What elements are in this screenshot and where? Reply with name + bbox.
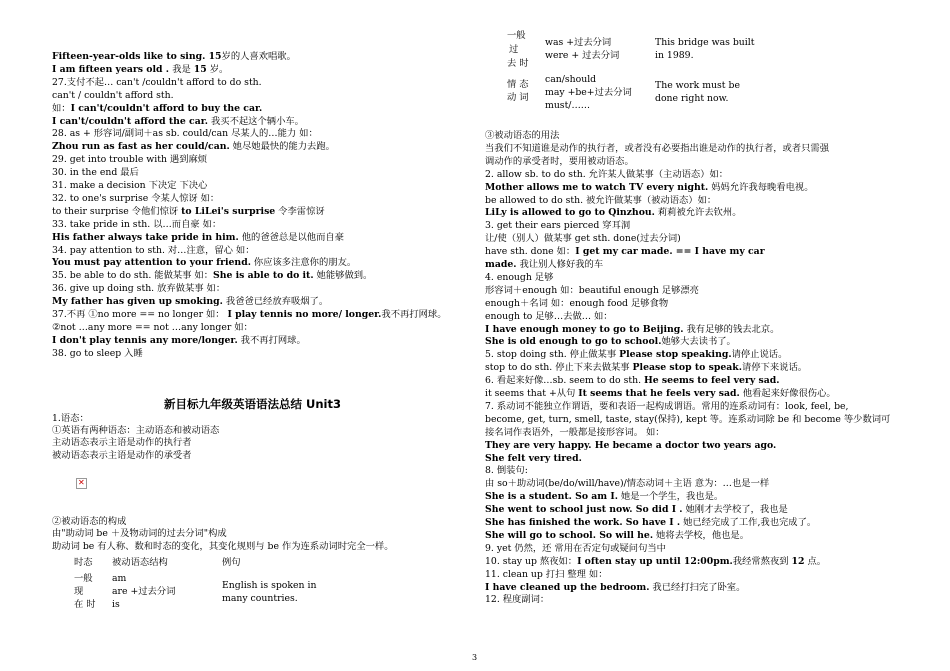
text-segment: be allowed to do sth. 被允许做某事（被动语态）如： bbox=[485, 194, 717, 206]
text-line bbox=[485, 207, 742, 219]
text-segment: 27.支付不起… can't /couldn't afford to do sth. bbox=[52, 76, 262, 88]
text-segment: My father has given up smoking. bbox=[52, 296, 223, 308]
text-segment: to LiLei's surprise bbox=[181, 205, 276, 217]
text-line bbox=[485, 517, 816, 529]
text-segment: 29. get into trouble with 遇到麻烦 bbox=[52, 154, 208, 166]
text-segment: stop to do sth. 停止下来去做某事 bbox=[485, 362, 633, 374]
voice-line: ①英语有两种语态：主动语态和被动语态 bbox=[52, 425, 220, 436]
text-line bbox=[52, 103, 262, 115]
text-segment: They are very happy. He became a doctor two years ago. bbox=[485, 439, 777, 451]
text-segment: 她能够做到。 bbox=[313, 270, 373, 282]
text-segment: 32. to one's surprise 令某人惊讶 如： bbox=[52, 192, 220, 204]
text-line bbox=[52, 283, 225, 295]
text-line bbox=[52, 206, 325, 218]
text-segment: She has finished the work. So have I . bbox=[485, 517, 681, 528]
table-cell: 情 态 bbox=[507, 79, 529, 90]
text-segment: I often stay up until 12:00pm. bbox=[577, 555, 733, 567]
text-segment: 调动作的承受者时，要用被动语态。 bbox=[485, 155, 634, 167]
text-line bbox=[52, 77, 262, 89]
text-segment: You must pay attention to your friend. bbox=[52, 257, 251, 269]
text-line bbox=[485, 543, 666, 555]
text-segment: I can't/couldn't afford to buy the car. bbox=[70, 102, 263, 114]
text-segment: 15 bbox=[193, 63, 207, 75]
text-segment: I have cleaned up the bedroom. bbox=[485, 581, 650, 593]
text-line bbox=[485, 336, 736, 348]
text-segment: She went to school just now. So did I . bbox=[485, 504, 683, 516]
text-segment: 3. get their ears pierced 穿耳洞 bbox=[485, 220, 631, 232]
text-line bbox=[485, 298, 668, 310]
text-segment: 38. go to sleep 入睡 bbox=[52, 347, 143, 359]
table-cell: in 1989. bbox=[655, 50, 694, 61]
text-segment: His father always take pride in him. bbox=[52, 231, 239, 243]
page-number: 3 bbox=[472, 653, 478, 662]
text-line bbox=[485, 504, 788, 516]
text-segment: She is able to do it. bbox=[213, 270, 314, 282]
text-line bbox=[52, 322, 253, 334]
text-segment: 33. take pride in sth. 以…而自豪 如： bbox=[52, 218, 222, 230]
text-segment: 6. 看起来好像…sb. seem to do sth. bbox=[485, 375, 644, 387]
text-segment: 4. enough 足够 bbox=[485, 271, 554, 283]
text-line bbox=[485, 324, 779, 336]
table-cell: 去 时 bbox=[507, 58, 529, 69]
table-cell: English is spoken in bbox=[222, 580, 317, 591]
text-line bbox=[485, 259, 603, 271]
table-cell: done right now. bbox=[655, 93, 729, 104]
table-cell: many countries. bbox=[222, 593, 298, 604]
text-segment: I have enough money to go to Beijing. bbox=[485, 323, 684, 335]
unit-title: 新目标九年级英语语法总结 Unit3 bbox=[164, 397, 341, 411]
table-cell: can/should bbox=[545, 74, 597, 85]
table-cell: 过 bbox=[509, 44, 519, 55]
text-segment: 如： bbox=[52, 102, 71, 114]
text-line bbox=[485, 453, 582, 465]
text-segment: 你应该多注意你的朋友。 bbox=[250, 257, 357, 269]
text-line bbox=[52, 116, 304, 128]
table-cell: This bridge was built bbox=[655, 37, 755, 48]
text-line bbox=[485, 169, 728, 181]
text-segment: I get my car made. == I have my car bbox=[575, 246, 765, 258]
text-segment: enough＋名词 如：enough food 足够食物 bbox=[485, 297, 669, 309]
text-line bbox=[52, 154, 207, 166]
text-line bbox=[52, 180, 207, 192]
text-line bbox=[485, 362, 807, 374]
text-line bbox=[485, 130, 559, 142]
table-cell: The work must be bbox=[655, 80, 740, 91]
text-segment: 8. 倒装句: bbox=[485, 465, 528, 477]
text-segment: Mother allows me to watch TV every night. bbox=[485, 181, 709, 193]
table-cell: 动 词 bbox=[507, 92, 529, 103]
text-segment: 当我们不知道谁是动作的执行者，或者没有必要指出谁是动作的执行者，或者只需强 bbox=[485, 142, 829, 154]
text-segment: 我不再打网球。 bbox=[381, 309, 447, 320]
text-segment: She felt very tired. bbox=[485, 452, 582, 464]
text-segment: 37.不再 ①no more == no longer 如： bbox=[52, 309, 228, 320]
text-line bbox=[485, 594, 549, 606]
table-cell: 在 时 bbox=[74, 599, 96, 610]
text-segment: 35. be able to do sth. 能做某事 如： bbox=[52, 270, 214, 282]
text-line bbox=[485, 569, 608, 581]
text-line bbox=[485, 491, 723, 503]
text-segment: 岁。 bbox=[206, 63, 229, 75]
text-segment: 9. yet 仍然，还 常用在否定句或疑问句当中 bbox=[485, 542, 666, 554]
text-line bbox=[485, 233, 681, 245]
table-cell: are +过去分词 bbox=[112, 586, 176, 597]
text-line bbox=[485, 311, 613, 323]
text-line bbox=[52, 257, 356, 269]
text-segment: ③被动语态的用法 bbox=[485, 130, 560, 141]
text-line bbox=[485, 349, 787, 361]
text-line bbox=[485, 156, 634, 168]
voice-line: 被动语态表示主语是动作的承受者 bbox=[52, 450, 192, 461]
text-segment: I don't play tennis any more/longer. bbox=[52, 334, 238, 346]
text-segment: 我是 bbox=[172, 63, 194, 75]
text-line bbox=[52, 270, 372, 282]
text-segment: Fifteen-year-olds like to sing. 15 bbox=[52, 51, 222, 62]
text-segment: 请停止说话。 bbox=[731, 349, 788, 361]
text-line bbox=[485, 220, 630, 232]
text-segment: 妈妈允许我每晚看电视。 bbox=[708, 181, 814, 193]
text-segment: LiLy is allowed to go to Qinzhou. bbox=[485, 207, 655, 219]
text-line bbox=[485, 478, 769, 490]
table-cell: may +be+过去分词 bbox=[545, 87, 632, 98]
text-line bbox=[52, 232, 344, 244]
text-segment: 10. stay up 熬夜如： bbox=[485, 555, 578, 567]
table-header-structure: 被动语态结构 bbox=[112, 557, 168, 568]
text-line bbox=[52, 167, 139, 179]
text-line bbox=[52, 90, 174, 102]
text-line bbox=[52, 193, 219, 205]
text-line bbox=[485, 465, 528, 477]
text-line bbox=[52, 219, 221, 231]
text-line bbox=[52, 348, 143, 360]
text-segment: 岁的人喜欢唱歌。 bbox=[221, 51, 296, 62]
text-segment: 31. make a decision 下决定 下决心 bbox=[52, 180, 208, 191]
text-segment: 7. 系动词不能独立作谓语，要和表语一起构成谓语。常用的连系动词有：look, feel, be, bbox=[485, 400, 849, 412]
text-line bbox=[52, 141, 335, 153]
text-segment: Please stop to speak. bbox=[632, 362, 742, 374]
structure-line: 助动词 be 有人称、数和时态的变化，其变化规则与 be 作为连系动词时完全一样。 bbox=[52, 541, 394, 552]
text-segment: 34. pay attention to sth. 对…注意，留心 如： bbox=[52, 244, 255, 256]
text-segment: 11. clean up 打扫 整理 如： bbox=[485, 568, 608, 580]
text-line bbox=[485, 182, 814, 194]
text-segment: 他的爸爸总是以他而自豪 bbox=[238, 231, 344, 243]
text-segment: 她够大去读书了。 bbox=[661, 336, 736, 348]
text-segment: 莉莉被允许去钦州。 bbox=[654, 207, 742, 219]
structure-line: 由"助动词 be ＋及物动词的过去分词"构成 bbox=[52, 528, 227, 539]
text-line bbox=[485, 414, 890, 426]
text-segment: 12. 程度副词： bbox=[485, 594, 550, 606]
table-cell: 现 bbox=[74, 586, 84, 597]
text-segment: 我不再打网球。 bbox=[237, 334, 306, 346]
text-segment: 她已经完成了工作,我也完成了。 bbox=[680, 517, 817, 528]
text-segment: Please stop speaking. bbox=[619, 349, 732, 361]
text-line bbox=[52, 128, 318, 140]
text-segment: Zhou run as fast as her could/can. bbox=[52, 141, 230, 153]
text-segment: She will go to school. So will he. bbox=[485, 529, 654, 541]
table-cell: were + 过去分词 bbox=[545, 50, 620, 61]
text-segment: 30. in the end 最后 bbox=[52, 167, 139, 179]
text-segment: 她刚才去学校了，我也是 bbox=[682, 504, 788, 516]
structure-heading: ②被动语态的构成 bbox=[52, 516, 127, 527]
table-cell: is bbox=[112, 599, 120, 610]
text-line bbox=[485, 375, 779, 387]
text-segment: 她是一个学生，我也是。 bbox=[617, 491, 724, 503]
text-line bbox=[52, 51, 296, 63]
text-line bbox=[485, 440, 776, 452]
text-segment: made. bbox=[485, 259, 517, 270]
text-segment: 让/使（别人）做某事 get sth. done(过去分词) bbox=[485, 233, 681, 245]
text-segment: can't / couldn't afford sth. bbox=[52, 89, 174, 101]
text-segment: 他看起来好像很伤心。 bbox=[739, 388, 836, 399]
text-segment: ②not …any more == not …any longer 如： bbox=[52, 321, 253, 333]
text-segment: 我经常熬夜到 bbox=[732, 555, 792, 567]
table-cell: was +过去分词 bbox=[545, 37, 612, 48]
text-segment: 请停下来说话。 bbox=[741, 362, 808, 374]
table-cell: must/…… bbox=[545, 100, 591, 111]
text-segment: I can't/couldn't afford the car. bbox=[52, 115, 209, 127]
text-line bbox=[485, 246, 765, 258]
text-segment: 我已经打扫完了卧室。 bbox=[649, 581, 746, 593]
text-line bbox=[52, 64, 228, 76]
text-line bbox=[485, 427, 665, 439]
text-segment: 形容词＋enough 如：beautiful enough 足够漂亮 bbox=[485, 284, 699, 296]
voice-heading: 1.语态： bbox=[52, 413, 89, 424]
text-segment: 接名词作表语外，一般都是接形容词。 如： bbox=[485, 426, 665, 438]
text-segment: 12 bbox=[791, 555, 805, 567]
text-segment: 由 so＋助动词(be/do/will/have)/情态动词＋主语 意为：…也是一样 bbox=[485, 478, 770, 490]
text-line bbox=[52, 296, 328, 308]
table-cell: 一般 bbox=[74, 573, 93, 584]
text-line bbox=[485, 556, 826, 568]
text-segment: 我爸爸已经放弃吸烟了。 bbox=[222, 296, 329, 308]
text-segment: He seems to feel very sad. bbox=[643, 375, 780, 387]
text-segment: to their surprise 令他们惊讶 bbox=[52, 205, 182, 217]
table-cell: am bbox=[112, 573, 127, 584]
text-line bbox=[485, 285, 699, 297]
text-segment: 我有足够的钱去北京。 bbox=[683, 323, 780, 335]
text-segment: 令李雷惊讶 bbox=[275, 205, 325, 217]
text-segment: 28. as + 形容词/副词＋as sb. could/can 尽某人的…能力 如： bbox=[52, 128, 318, 140]
text-segment: 2. allow sb. to do sth. 允许某人做某事（主动语态）如： bbox=[485, 168, 729, 180]
text-segment: become, get, turn, smell, taste, stay(保持), kept 等。连系动词除 be 和 become 等少数词可 bbox=[485, 413, 891, 425]
text-line bbox=[485, 582, 745, 594]
text-segment: 她将去学校，他也是。 bbox=[653, 529, 750, 541]
text-segment: have sth. done 如： bbox=[485, 246, 576, 258]
text-segment: 点。 bbox=[804, 555, 827, 567]
text-segment: 她尽她最快的能力去跑。 bbox=[229, 141, 335, 153]
text-line bbox=[485, 388, 836, 400]
text-line bbox=[52, 309, 447, 321]
table-cell: 一般 bbox=[507, 30, 526, 41]
text-line bbox=[485, 530, 749, 542]
text-segment: She is old enough to go to school. bbox=[485, 336, 662, 348]
text-line bbox=[485, 195, 716, 207]
text-line bbox=[52, 335, 306, 347]
table-header-tense: 时态 bbox=[74, 557, 93, 568]
text-segment: 我买不起这个辆小车。 bbox=[208, 115, 304, 127]
text-segment: It seems that he feels very sad. bbox=[578, 388, 740, 399]
text-segment: I am fifteen years old . bbox=[52, 63, 173, 75]
broken-image-icon bbox=[76, 478, 87, 489]
text-segment: 我让别人修好我的车 bbox=[516, 259, 604, 270]
text-line bbox=[485, 401, 848, 413]
text-line bbox=[485, 272, 553, 284]
voice-line: 主动语态表示主语是动作的执行者 bbox=[52, 437, 192, 448]
text-segment: 5. stop doing sth. 停止做某事 bbox=[485, 349, 620, 361]
text-segment: enough to 足够…去做… 如： bbox=[485, 310, 613, 322]
text-segment: 36. give up doing sth. 放弃做某事 如： bbox=[52, 283, 226, 295]
table-header-example: 例句 bbox=[222, 557, 241, 568]
text-segment: it seems that +从句 bbox=[485, 388, 579, 399]
text-segment: She is a student. So am I. bbox=[485, 491, 618, 503]
text-segment: I play tennis no more/ longer. bbox=[227, 309, 382, 320]
text-line bbox=[52, 245, 255, 257]
text-line bbox=[485, 143, 829, 155]
